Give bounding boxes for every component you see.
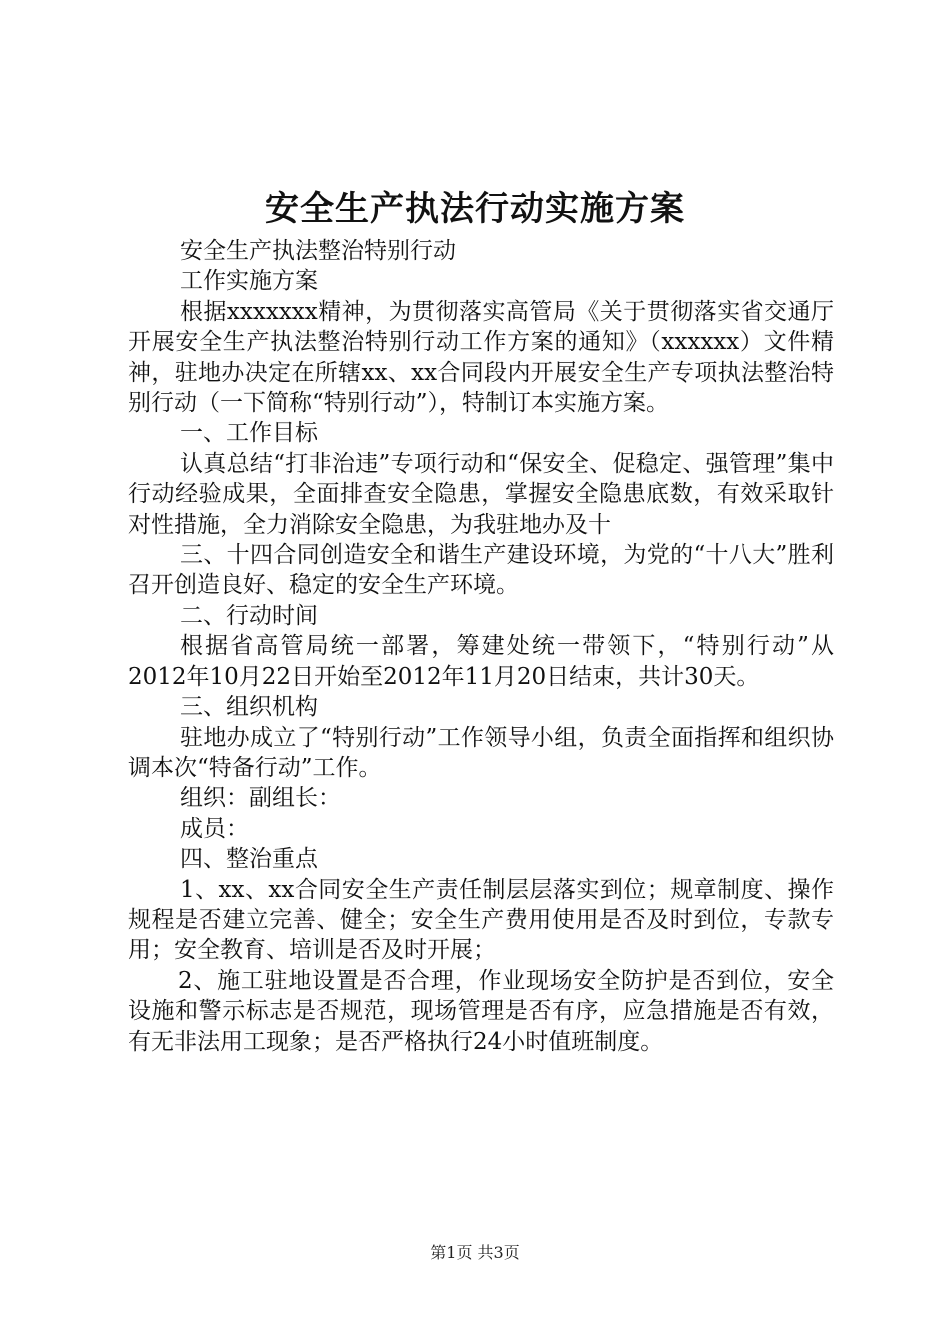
paragraph-organization: 驻地办成立了“特别行动”工作领导小组，负责全面指挥和组织协调本次“特备行动”工作。 <box>128 724 834 781</box>
section-heading-organization: 三、组织机构 <box>180 694 318 721</box>
organization-members: 成员： <box>180 815 249 842</box>
organization-leaders: 组织：副组长： <box>180 785 341 812</box>
document-title: 安全生产执法行动实施方案 <box>265 189 685 229</box>
focus-item-1: 1、xx、xx合同安全生产责任制层层落实到位；规章制度、操作规程是否建立完善、健全；安全生产费用使用是否及时到位，专款专用；安全教育、培训是否及时开展； <box>128 876 834 964</box>
focus-item-2: 2、施工驻地设置是否合理，作业现场安全防护是否到位，安全设施和警示标志是否规范，现场管理是否有序，应急措施是否有效，有无非法用工现象；是否严格执行24小时值班制度。 <box>128 967 834 1055</box>
paragraph-intro: 根据xxxxxxx精神，为贯彻落实高管局《关于贯彻落实省交通厅开展安全生产执法整治特别行动工作方案的通知》（xxxxxx）文件精神，驻地办决定在所辖xx、xx合同段内开展安全生产专项执法整治特别行动（一下简称“特别行动”），特制订本实施方案。 <box>128 298 834 417</box>
section-heading-focus: 四、整治重点 <box>180 846 318 873</box>
subtitle-line-1: 安全生产执法整治特别行动 <box>180 238 456 264</box>
subtitle-line-2: 工作实施方案 <box>180 268 318 295</box>
paragraph-time: 根据省高管局统一部署，筹建处统一带领下，“特别行动”从2012年10月22日开始至2012年11月20日结束，共计30天。 <box>128 633 834 690</box>
paragraph-goals-continued: 三、十四合同创造安全和谐生产建设环境，为党的“十八大”胜利召开创造良好、稳定的安全生产环境。 <box>128 542 834 599</box>
paragraph-goals: 认真总结“打非治违”专项行动和“保安全、促稳定、强管理”集中行动经验成果，全面排查安全隐患，掌握安全隐患底数，有效采取针对性措施，全力消除安全隐患，为我驻地办及十 <box>128 450 834 538</box>
section-heading-time: 二、行动时间 <box>180 602 318 629</box>
page-number: 第1页 共3页 <box>430 1243 520 1262</box>
document-body <box>128 236 834 1057</box>
section-heading-goals: 一、工作目标 <box>180 420 318 447</box>
